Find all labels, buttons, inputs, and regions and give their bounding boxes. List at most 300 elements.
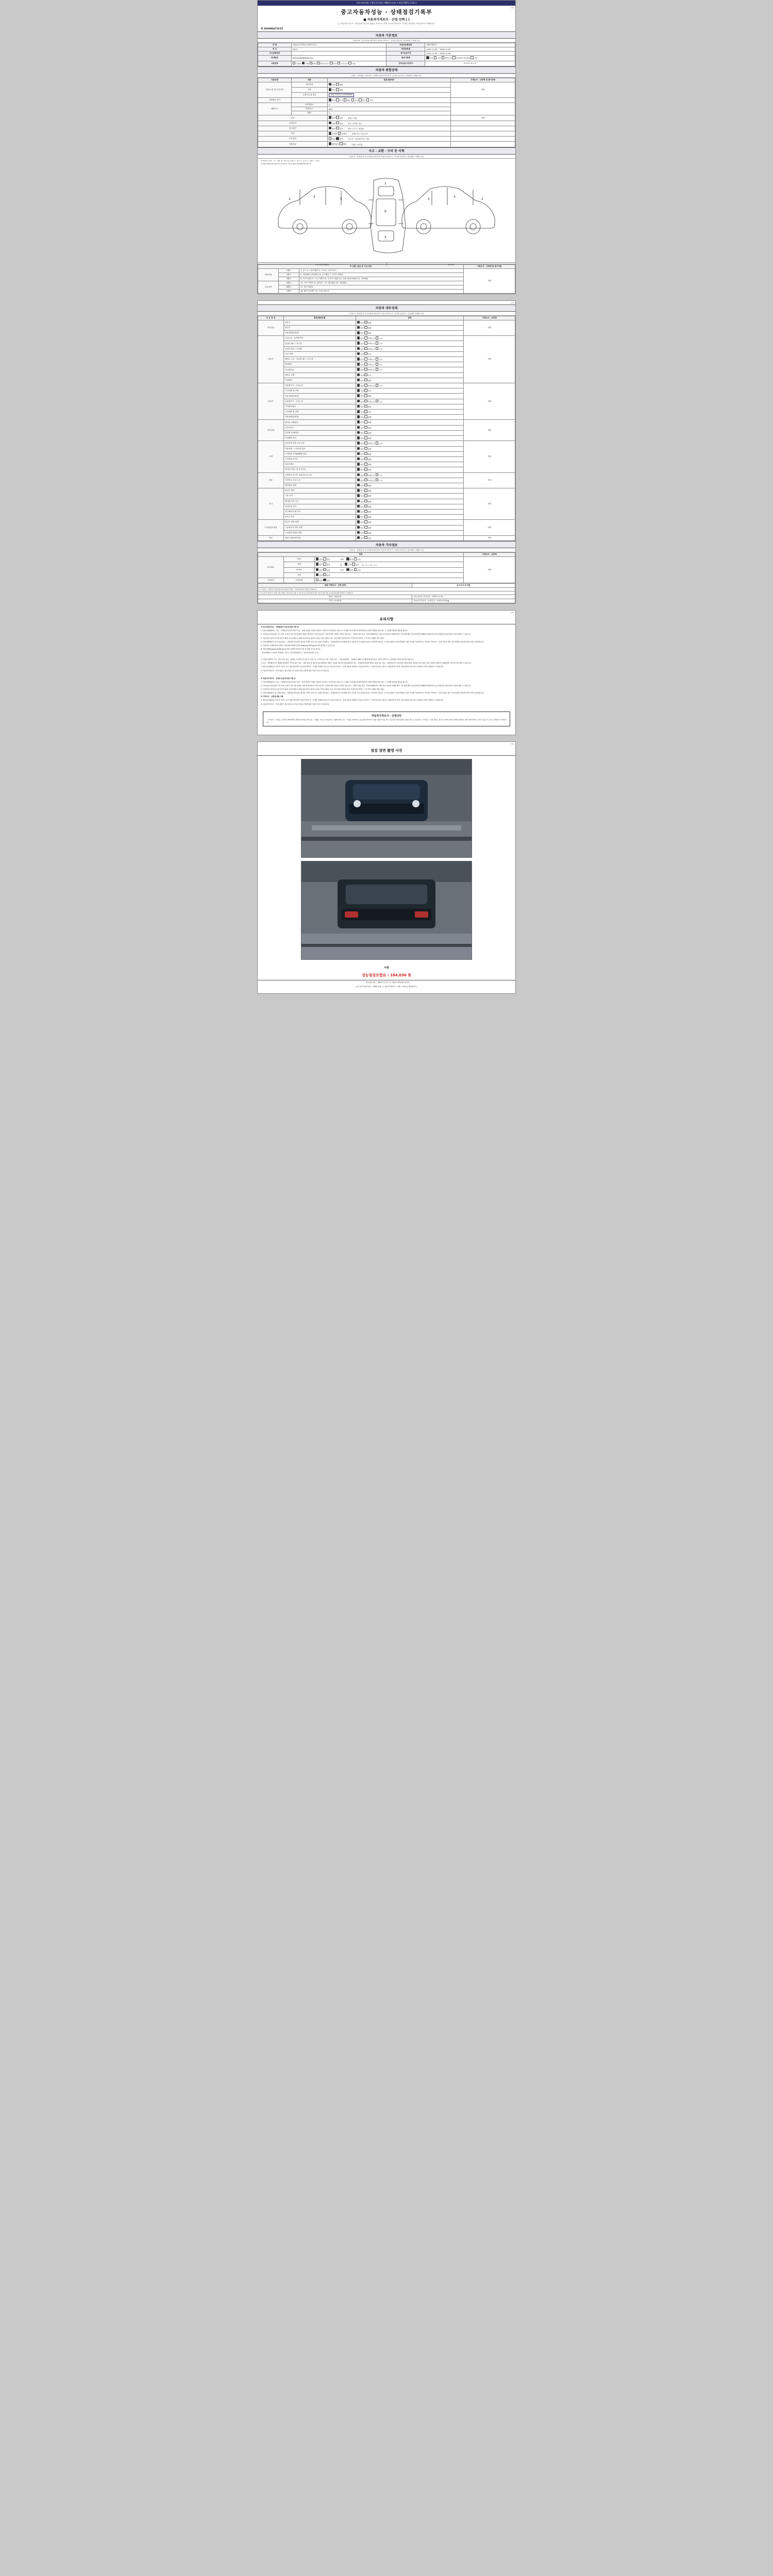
checkbox-hist-yes[interactable] — [336, 122, 339, 125]
row-opts-2[interactable] — [327, 93, 451, 98]
checkbox-1-8-0[interactable] — [357, 379, 360, 382]
detail-state-1-6[interactable] — [356, 367, 464, 372]
detail-state-1-4[interactable] — [356, 357, 464, 362]
table-row — [258, 115, 515, 121]
checkbox-5-1-1[interactable] — [364, 479, 367, 482]
detail-right-5: 적합 — [464, 472, 515, 488]
checkbox-trans-auto[interactable] — [426, 56, 429, 59]
detail-state-5-1[interactable] — [356, 478, 464, 483]
checkbox-6-1-0[interactable] — [357, 494, 360, 497]
checkbox-4-3-1[interactable] — [364, 457, 367, 461]
checkbox-7-0-0[interactable] — [357, 520, 360, 523]
detail-state-2-2[interactable] — [356, 394, 464, 399]
checkbox-6-3-1[interactable] — [364, 505, 367, 508]
checkbox-tire-yes[interactable] — [323, 568, 326, 571]
checkbox-pol-none[interactable] — [316, 563, 319, 566]
opt-basic-1: 있음 — [326, 580, 330, 582]
checkbox-4-0-0[interactable] — [357, 442, 360, 445]
detail-state-3-0[interactable] — [356, 420, 464, 425]
value-fuel-options[interactable] — [291, 61, 386, 66]
detail-state-6-1[interactable] — [356, 494, 464, 499]
notice-item-1-0: 1. 자동차매매업자는 성능 · 상태점검기록부(이하 "성능 · 상태 점검에 기재된 내용을 고지하지 아니하거나 거짓으로 고지할으로써 매수인에게 재산상 손해가 발생한 경우에는 그 손해를 배상할 책임을 집니다. — [261, 630, 408, 632]
detail-item-4-4: 파워크랭크 — [283, 462, 356, 467]
checkbox-recall-na[interactable] — [329, 142, 332, 145]
checkbox-1-2-0[interactable] — [357, 347, 360, 350]
opt-tuning-1: 있음 — [339, 117, 343, 120]
checkbox-7-2-1[interactable] — [364, 531, 367, 534]
detail-state-1-1[interactable] — [356, 341, 464, 346]
checkbox-etc-none[interactable] — [316, 573, 319, 577]
checkbox-1-6-2[interactable] — [376, 368, 379, 371]
other-opts-etc[interactable] — [314, 572, 463, 578]
detail-state-5-2[interactable] — [356, 483, 464, 488]
detail-state-4-3[interactable] — [356, 456, 464, 462]
checkbox-1-6-1[interactable] — [364, 368, 367, 371]
checkbox-1-5-0[interactable] — [357, 363, 360, 366]
checkbox-good-1[interactable] — [329, 88, 332, 91]
checkbox-fuel-hybrid[interactable] — [317, 62, 320, 65]
detail-opt-7-1-0: 양호 — [360, 527, 365, 529]
checkbox-6-3-0[interactable] — [357, 505, 360, 508]
checkbox-fuel-etc[interactable] — [348, 62, 351, 65]
checkbox-6-2-0[interactable] — [357, 500, 360, 503]
detail-state-0-2[interactable] — [356, 331, 464, 336]
row-opts-11[interactable] — [327, 137, 451, 142]
checkbox-3-2-1[interactable] — [364, 431, 367, 434]
doc-number-row — [258, 26, 515, 31]
value-trans-options[interactable] — [425, 56, 515, 61]
other-opts-basic[interactable] — [314, 578, 463, 583]
final-price-title: 최종 가격조사 · 산정 금액 — [258, 584, 412, 588]
checkbox-vin-mod[interactable] — [359, 98, 362, 101]
checkbox-1-3-0[interactable] — [357, 352, 360, 355]
row-opts-9[interactable] — [327, 126, 451, 131]
other-opts-exterior[interactable] — [314, 557, 463, 562]
car-outline-svg — [268, 169, 505, 259]
detail-opt-1-2-0: 없음 — [360, 348, 365, 350]
checkbox-vin-corr[interactable] — [336, 98, 339, 101]
other-item-polish: 광택 — [283, 562, 314, 567]
checkbox-fuel-diesel[interactable] — [302, 62, 305, 65]
detail-opt-5-2-1: 불량 — [367, 485, 372, 487]
checkbox-int-none[interactable] — [346, 557, 349, 561]
damage-col-repair: 수리이력 — [448, 263, 455, 266]
detail-state-6-0[interactable] — [356, 488, 464, 494]
checkbox-1-0-1[interactable] — [364, 336, 367, 340]
notice-item-1-3-b: 4. 자동차매매업자 중고자동차성능 · 상태점검기록부를 제시한 고객이 보증 또는 판매 기록(성능 · 상태점검자의 보증범위 외의 고장과 고객 부담(부분)에 고지하여야 합니다. 또 성능점검에 기간에 발생한 고장/ 수리를 이용하여서는 안되며, 가격조사 · 산정 부분과 제시 서로 확인할 자동차가격의 적용 보증받습니다. — [261, 692, 484, 694]
detail-state-2-5[interactable] — [356, 410, 464, 415]
checkbox-trans-etc[interactable] — [470, 56, 474, 59]
checkbox-3-0-1[interactable] — [364, 420, 367, 423]
checkbox-use-yes[interactable] — [336, 127, 339, 130]
checkbox-use-none[interactable] — [329, 127, 332, 130]
checkbox-glass-none[interactable] — [346, 568, 349, 571]
row-cat-4: 배출가스 — [258, 103, 292, 115]
col-use-state: 사용상태 — [258, 78, 292, 82]
detail-opt-8-0-0: 없음 — [360, 537, 365, 540]
checkbox-int-yes[interactable] — [354, 557, 357, 561]
svg-text:2: 2 — [289, 197, 291, 201]
detail-opt-5-1-1: 미세누유 — [367, 479, 376, 482]
checkbox-wheel-none[interactable] — [345, 563, 348, 566]
checkbox-4-2-1[interactable] — [364, 452, 367, 455]
parts-list-c: 18. 패키지트레이 19. 트렁크플로어 — [299, 289, 463, 293]
color-detail: 전체도색 / 부분도색 — [351, 133, 368, 135]
table-row — [258, 142, 515, 147]
opt-vin-4: 변조 — [362, 99, 366, 102]
svg-text:4: 4 — [384, 235, 386, 239]
checkbox-recall-yes[interactable] — [340, 142, 343, 145]
photo-rear — [301, 861, 472, 960]
checkbox-4-0-2[interactable] — [376, 442, 379, 445]
table-row — [258, 98, 515, 103]
checkbox-vin-etc[interactable] — [366, 98, 369, 101]
parts-right-label: 가격조사 · 산정액 및 특기사항 — [464, 264, 515, 268]
checkbox-hist-none[interactable] — [329, 122, 332, 125]
checkbox-2-0-0[interactable] — [357, 384, 360, 387]
checkbox-4-5-1[interactable] — [364, 468, 367, 471]
detail-item-1-3: 오일 유량 — [283, 351, 356, 357]
opt-lpg: LPG — [313, 62, 317, 65]
detail-opt-1-5-2: 누수 — [379, 364, 383, 366]
table-row — [258, 383, 515, 388]
detail-state-7-0[interactable] — [356, 520, 464, 525]
checkbox-1-1-0[interactable] — [357, 342, 360, 345]
sheet-2 — [257, 300, 516, 604]
checkbox-1-7-0[interactable] — [357, 374, 360, 377]
checkbox-good-0[interactable] — [329, 83, 332, 86]
accident-legend-1: ※ 상태 표시 부호 : ( X : 교환, W : 판금 또는 용접, C : 부식, A : 흠집, U : 요철, T : 손상 ) — [261, 159, 320, 162]
detail-state-6-2[interactable] — [356, 499, 464, 504]
checkbox-4-4-1[interactable] — [364, 463, 367, 466]
row-item-3 — [291, 98, 327, 103]
detail-state-3-1[interactable] — [356, 425, 464, 430]
detail-state-2-0[interactable] — [356, 383, 464, 388]
detail-opt-1-0-1: 미세누유 — [367, 337, 376, 340]
checkbox-color-chroma[interactable] — [338, 132, 341, 135]
checkbox-tire-none[interactable] — [316, 568, 319, 571]
checkbox-1-5-2[interactable] — [376, 363, 379, 366]
detail-opt-0-2-1: 불량 — [367, 332, 372, 335]
detail-item-2-5: 오일유량 및 상태 — [283, 410, 356, 415]
checkbox-1-1-2[interactable] — [376, 342, 379, 345]
opt-vin-0: 양호 — [332, 99, 336, 102]
detail-state-3-2[interactable] — [356, 430, 464, 435]
detail-state-6-5[interactable] — [356, 515, 464, 520]
checkbox-glass-yes[interactable] — [354, 568, 357, 571]
opt-tuning-0: 없음 — [332, 117, 336, 120]
checkbox-4-5-0[interactable] — [357, 468, 360, 471]
checkbox-3-1-1[interactable] — [364, 426, 367, 429]
detail-opt-1-6-2: 누수 — [379, 369, 383, 371]
checkbox-6-4-1[interactable] — [364, 510, 367, 513]
detail-state-7-1[interactable] — [356, 525, 464, 530]
checkbox-5-2-0[interactable] — [357, 484, 360, 487]
checkbox-6-5-1[interactable] — [364, 515, 367, 518]
checkbox-5-0-0[interactable] — [357, 473, 360, 477]
checkbox-6-5-0[interactable] — [357, 515, 360, 518]
detail-state-0-1[interactable] — [356, 325, 464, 330]
checkbox-bad-0[interactable] — [336, 83, 339, 86]
detail-item-0-0: 원동기 — [283, 320, 356, 325]
page-tag-4: (3쪽) — [510, 743, 514, 745]
checkbox-1-6-0[interactable] — [357, 368, 360, 371]
right-val-8 — [451, 121, 515, 126]
checkbox-3-3-1[interactable] — [364, 436, 367, 439]
checkbox-0-1-1[interactable] — [364, 326, 367, 329]
detail-opt-6-5-0: 양호 — [360, 516, 365, 519]
checkbox-7-1-0[interactable] — [357, 526, 360, 529]
checkbox-opt-yes[interactable] — [336, 137, 339, 140]
checkbox-4-1-1[interactable] — [364, 447, 367, 450]
checkbox-1-1-1[interactable] — [364, 342, 367, 345]
other-opts-polish[interactable] — [314, 562, 463, 567]
checkbox-vin-ok[interactable] — [329, 98, 332, 101]
notice-item-1-2-b: 3. 자동차인도일부터 보증기간이 30일 보증거래상 1,000 킬로미터로 합니다 (성능기간은 30일 이상, 보증거래 근원일로부터 이상이어야 하며, 그 중 먼저 도래한 것을 적용). — [261, 688, 385, 691]
checkbox-0-0-0[interactable] — [357, 321, 360, 324]
warning-box — [263, 711, 510, 726]
row-val-6: % — [327, 111, 451, 115]
row-opts-1[interactable] — [327, 88, 451, 93]
checkbox-3-0-0[interactable] — [357, 420, 360, 423]
checkbox-2-3-1[interactable] — [364, 400, 367, 403]
checkbox-vin-diff[interactable] — [351, 98, 355, 101]
detail-state-3-3[interactable] — [356, 436, 464, 441]
checkbox-trans-cvt[interactable] — [452, 56, 456, 59]
table-row — [258, 131, 515, 137]
checkbox-bad-1[interactable] — [336, 88, 339, 91]
notice-item-2-2: 3. 매수인(매매업자 소비자 기준이 모든 열람 확인하여 자동차가격조사 · 산정을 선택한 경우로서 자동차가격조사 · 산정 내용을 설명하고 자동차가격조사 · 산정기록부를 서면으로 제공하여야 하며, 이를 위반한 경우에는 2천만원 이하의 과태료가 부과됩니다. — [261, 666, 444, 668]
detail-opt-2-2-1: 불량 — [367, 395, 372, 398]
checkbox-5-1-0[interactable] — [357, 479, 360, 482]
checkbox-2-1-0[interactable] — [357, 389, 360, 392]
detail-opt-6-5-1: 불량 — [367, 516, 372, 519]
checkbox-3-3-0[interactable] — [357, 436, 360, 439]
checkbox-3-2-0[interactable] — [357, 431, 360, 434]
checkbox-7-0-1[interactable] — [364, 520, 367, 523]
detail-state-1-5[interactable] — [356, 362, 464, 367]
checkbox-6-1-1[interactable] — [364, 494, 367, 497]
checkbox-4-4-0[interactable] — [357, 463, 360, 466]
parts-list-a: 13. 사이드멤버 14. 휠하우스 15. 필러패널 16. 대쉬패널 — [299, 281, 463, 285]
checkbox-2-4-0[interactable] — [357, 405, 360, 408]
checkbox-4-0-1[interactable] — [364, 442, 367, 445]
svg-text:3: 3 — [313, 195, 315, 199]
checkbox-8-0-1[interactable] — [364, 536, 367, 539]
opt-ext-1: 있음 — [326, 558, 330, 561]
detail-state-2-3[interactable] — [356, 399, 464, 404]
detail-item-2-1: 오일유량 및 상태 — [283, 388, 356, 394]
checkbox-basic-none[interactable] — [316, 579, 319, 582]
checkbox-5-2-1[interactable] — [364, 484, 367, 487]
checkbox-opt-none[interactable] — [329, 137, 332, 140]
other-opts-tire[interactable] — [314, 567, 463, 572]
detail-state-6-4[interactable] — [356, 509, 464, 514]
detail-opt-2-0-1: 미세누유 — [367, 385, 376, 387]
checkbox-1-4-0[interactable] — [357, 358, 360, 361]
checkbox-fuel-lpg[interactable] — [310, 62, 313, 65]
row-cat-10: 색상 — [258, 131, 328, 137]
checkbox-6-0-0[interactable] — [357, 489, 360, 492]
checkbox-8-0-0[interactable] — [357, 536, 360, 539]
opt-glass-1: 있음 — [357, 569, 361, 571]
checkbox-2-1-1[interactable] — [364, 389, 367, 392]
detail-opt-5-1-2: 누유 — [379, 479, 383, 482]
checkbox-1-4-1[interactable] — [364, 358, 367, 361]
checkbox-2-0-2[interactable] — [376, 384, 379, 387]
detail-state-4-2[interactable] — [356, 451, 464, 456]
detail-state-4-4[interactable] — [356, 462, 464, 467]
detail-state-5-0[interactable] — [356, 472, 464, 478]
detail-opt-3-3-0: 양호 — [360, 437, 365, 440]
checkbox-ext-yes[interactable] — [323, 557, 326, 561]
checkbox-5-0-1[interactable] — [364, 473, 367, 477]
checkbox-1-7-1[interactable] — [364, 374, 367, 377]
table-row — [258, 56, 515, 61]
detail-state-2-4[interactable] — [356, 404, 464, 409]
row-cat-12: 리콜대상 — [258, 142, 328, 147]
parts-rank-1: 1랭크 — [278, 268, 299, 273]
row-opts-0[interactable] — [327, 82, 451, 87]
checkbox-7-1-1[interactable] — [364, 526, 367, 529]
checkbox-tuning-yes[interactable] — [336, 116, 339, 119]
checkbox-2-3-0[interactable] — [357, 400, 360, 403]
checkbox-etc-yes[interactable] — [323, 573, 326, 577]
checkbox-0-1-0[interactable] — [357, 326, 360, 329]
checkbox-color-mono[interactable] — [329, 132, 332, 135]
form-topbar: 자동차관리법 시행규칙 [별지 제82호서식] <개정 2021.1.19.> — [258, 1, 515, 6]
table-row — [258, 591, 515, 595]
detail-state-7-2[interactable] — [356, 530, 464, 535]
detail-opt-1-8-0: 양호 — [360, 380, 365, 382]
checkbox-6-0-1[interactable] — [364, 489, 367, 492]
detail-state-4-1[interactable] — [356, 446, 464, 451]
detail-right-2: 적합 — [464, 383, 515, 420]
checkbox-2-2-1[interactable] — [364, 394, 367, 397]
notice-item-1-0-b: 1. 자동차매매업자는 성능 · 상태점검기록부(이하 "성능 · 상태 점검에 기재된 내용을 고지하지 아니하거나 거짓으로 고지할으로써 매수인에게 재산상 손해가 발생한 경우에는 그 손해를 배상할 책임을 집니다. — [261, 681, 408, 683]
checkbox-fuel-h2[interactable] — [338, 62, 341, 65]
checkbox-0-2-0[interactable] — [357, 331, 360, 334]
checkbox-3-1-0[interactable] — [357, 426, 360, 429]
checkbox-trans-semi[interactable] — [442, 56, 445, 59]
checkbox-4-3-0[interactable] — [357, 457, 360, 461]
detail-opt-6-0-1: 불량 — [367, 490, 372, 493]
checkbox-6-2-1[interactable] — [364, 500, 367, 503]
detail-opt-1-4-1: 미세누수 — [367, 359, 376, 361]
detail-state-4-0[interactable] — [356, 441, 464, 446]
checkbox-1-0-0[interactable] — [357, 336, 360, 340]
checkbox-tuning-none[interactable] — [329, 116, 332, 119]
row-opts-7[interactable] — [327, 115, 451, 121]
checkbox-1-2-2[interactable] — [376, 347, 379, 350]
checkbox-2-5-0[interactable] — [357, 410, 360, 413]
detail-state-4-5[interactable] — [356, 467, 464, 472]
detail-state-2-1[interactable] — [356, 388, 464, 394]
detail-state-1-2[interactable] — [356, 346, 464, 351]
row-opts-12[interactable] — [327, 142, 451, 147]
checkbox-1-2-1[interactable] — [364, 347, 367, 350]
opt-hist-0: 없음 — [332, 122, 336, 125]
table-row — [258, 103, 515, 107]
row-item-6: 매연 — [291, 111, 327, 115]
right-val-12 — [451, 142, 515, 147]
detail-state-8-0[interactable] — [356, 535, 464, 540]
checkbox-2-6-0[interactable] — [357, 415, 360, 418]
wheel-positions: 전 □ 후 □ / 좌 □ 우 □ — [361, 564, 378, 566]
checkbox-1-3-1[interactable] — [364, 352, 367, 355]
right-val-0: 적합 — [451, 82, 515, 97]
detail-state-1-8[interactable] — [356, 378, 464, 383]
checkbox-5-0-2[interactable] — [376, 473, 379, 477]
row-opts-8[interactable] — [327, 121, 451, 126]
table-row — [258, 557, 515, 562]
checkbox-1-5-1[interactable] — [364, 363, 367, 366]
checkbox-pol-yes[interactable] — [323, 563, 326, 566]
checkbox-1-8-1[interactable] — [364, 379, 367, 382]
checkbox-0-0-1[interactable] — [364, 321, 367, 324]
detail-opt-4-5-1: 불량 — [367, 469, 372, 471]
detail-group-2: 변속기 — [258, 383, 284, 420]
row-val-4: % — [327, 103, 451, 107]
checkbox-vin-damage[interactable] — [344, 98, 347, 101]
recall-detail: 이행 / 미이행 — [351, 143, 362, 146]
detail-opt-2-3-2: 누유 — [379, 400, 383, 403]
checkbox-trans-manual[interactable] — [434, 56, 437, 59]
checkbox-2-0-1[interactable] — [364, 384, 367, 387]
checkbox-2-2-0[interactable] — [357, 394, 360, 397]
checkbox-0-2-1[interactable] — [364, 331, 367, 334]
detail-item-6-1: 시동 모터 — [283, 494, 356, 499]
checkbox-7-2-0[interactable] — [357, 531, 360, 534]
detail-state-1-7[interactable] — [356, 372, 464, 378]
row-opts-3[interactable] — [327, 98, 451, 103]
checkbox-ext-none[interactable] — [316, 557, 319, 561]
checkbox-6-4-0[interactable] — [357, 510, 360, 513]
checkbox-5-1-2[interactable] — [376, 479, 379, 482]
detail-group-5: 제동 — [258, 472, 284, 488]
checkbox-wheel-yes[interactable] — [352, 563, 355, 566]
detail-state-1-3[interactable] — [356, 351, 464, 357]
checkbox-2-3-2[interactable] — [376, 400, 379, 403]
checkbox-2-4-1[interactable] — [364, 405, 367, 408]
checkbox-fuel-gasoline[interactable] — [293, 62, 296, 65]
detail-col-state: 상태 — [356, 316, 464, 320]
row-cat-0: 진동/누유 및 특기사항 — [258, 82, 292, 97]
checkbox-2-5-1[interactable] — [364, 410, 367, 413]
row-opts-10[interactable] — [327, 131, 451, 137]
detail-item-2-3: 수동변속기 - 오일누유 — [283, 399, 356, 404]
checkbox-1-0-2[interactable] — [376, 336, 379, 340]
detail-group-0: 자기진단 — [258, 320, 284, 336]
detail-opt-1-4-2: 누수 — [379, 359, 383, 361]
other-item-glass: 유리 — [340, 569, 344, 571]
detail-state-1-0[interactable] — [356, 336, 464, 341]
checkbox-fuel-ev[interactable] — [330, 62, 333, 65]
detail-state-0-0[interactable] — [356, 320, 464, 325]
checkbox-4-1-0[interactable] — [357, 447, 360, 450]
detail-right-7: 적합 — [464, 520, 515, 536]
table-row — [258, 137, 515, 142]
checkbox-1-4-2[interactable] — [376, 358, 379, 361]
checkbox-basic-yes[interactable] — [323, 579, 326, 582]
checkbox-4-2-0[interactable] — [357, 452, 360, 455]
opt-manual: 수동 — [437, 57, 441, 60]
sheet-4-photos — [257, 741, 516, 994]
detail-state-2-6[interactable] — [356, 415, 464, 420]
row-cat-7: 튜닝 — [258, 115, 328, 121]
detail-state-6-3[interactable] — [356, 504, 464, 509]
checkbox-2-6-1[interactable] — [364, 415, 367, 418]
